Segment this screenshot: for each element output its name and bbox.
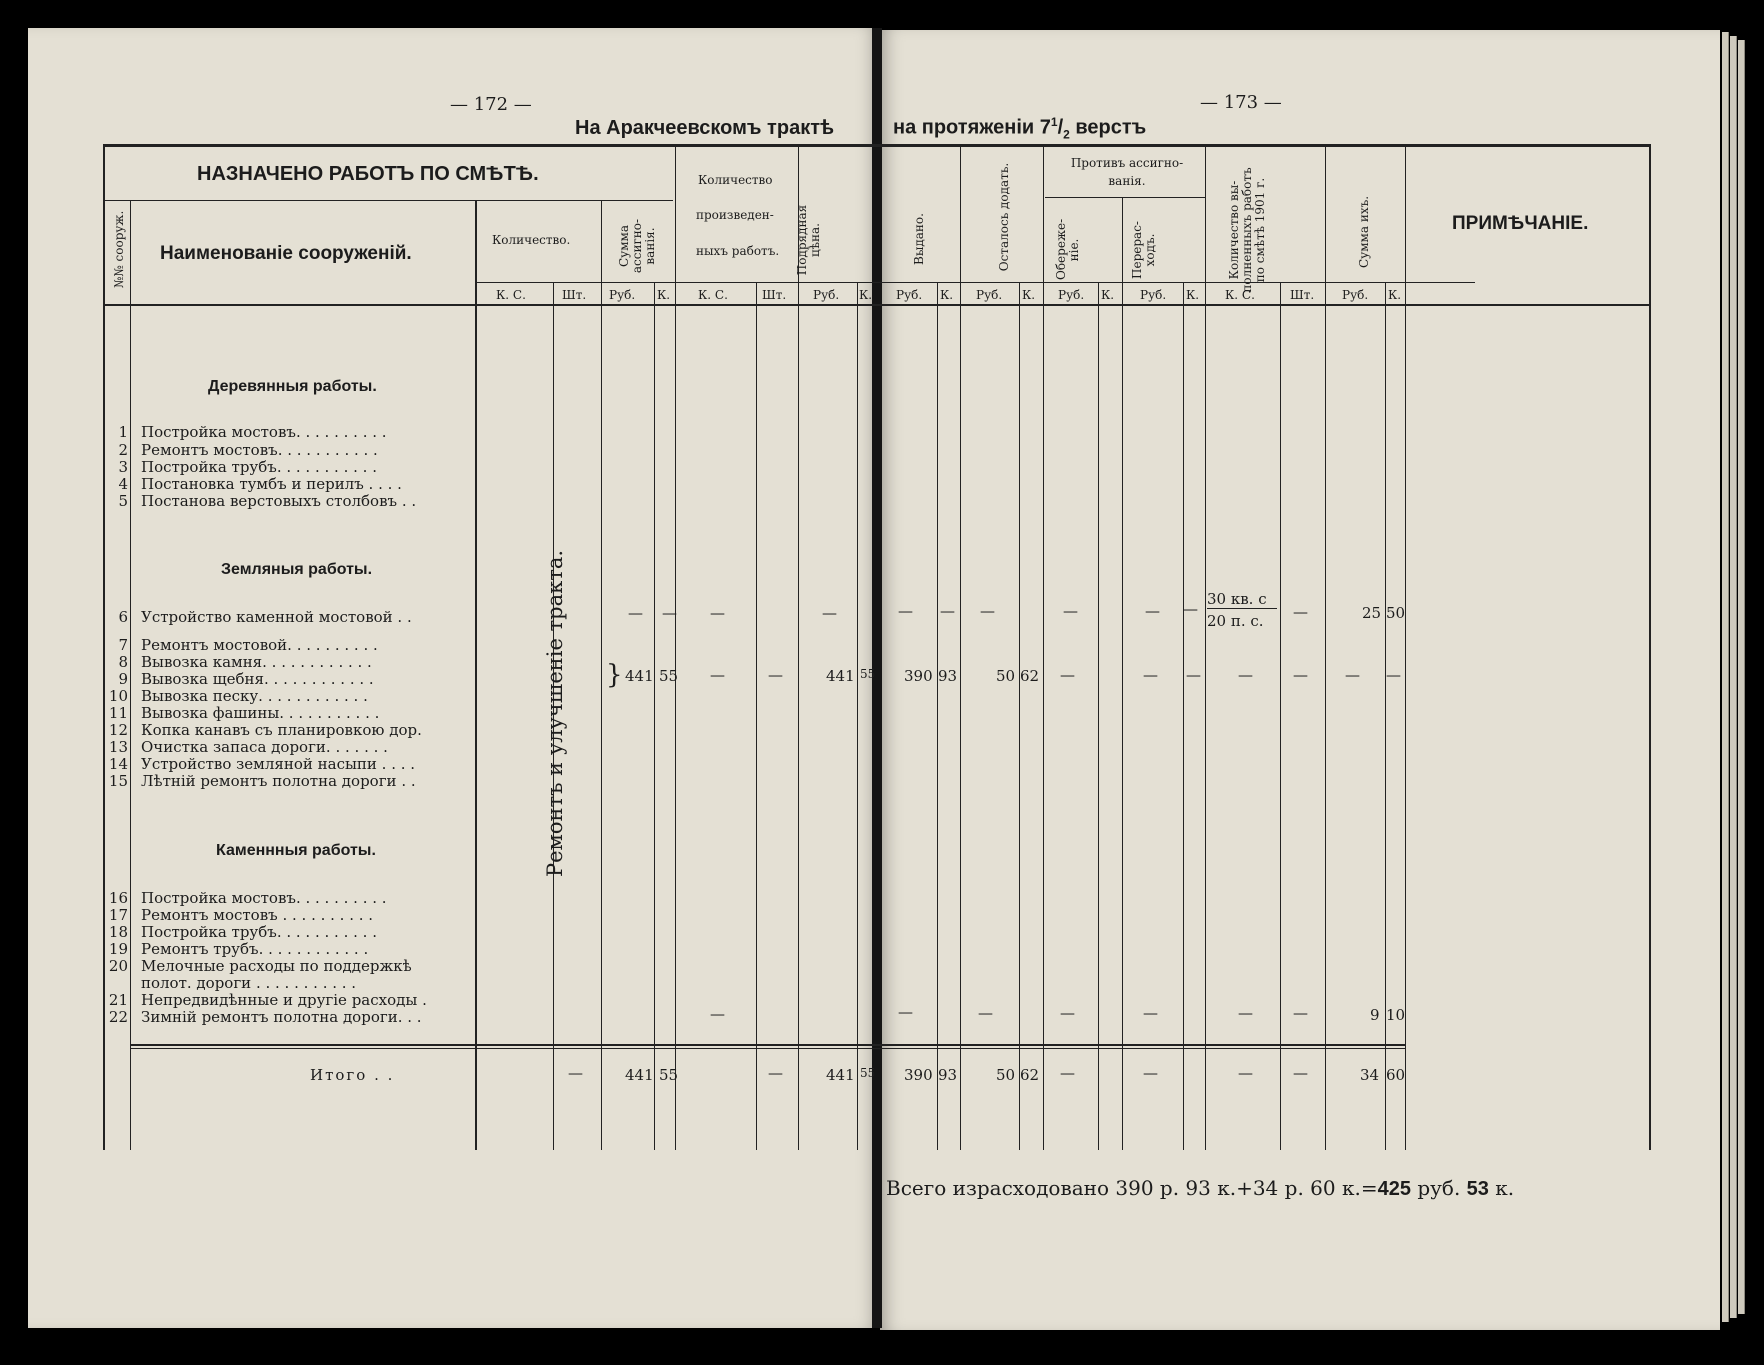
- col-line: [1405, 144, 1406, 1150]
- row-number: 7: [118, 636, 128, 654]
- unit-k: К.: [859, 288, 873, 302]
- produced-header: Количество: [698, 173, 773, 187]
- row-number: 19: [108, 940, 128, 958]
- sum-k: 55: [659, 667, 679, 685]
- row22-them-k: 10: [1386, 1006, 1406, 1024]
- dash: —: [568, 1064, 583, 1082]
- row6-dash: —: [1063, 602, 1078, 620]
- row6-dash: —: [662, 604, 677, 622]
- dash: —: [978, 1004, 993, 1022]
- total-remain-k: 62: [1020, 1066, 1040, 1084]
- row-name: Ремонтъ мостовой. . . . . . . . . .: [141, 636, 378, 654]
- group-heading-wood: Деревянныя работы.: [208, 378, 377, 395]
- name-header: Наименованіе сооруженій.: [160, 243, 412, 264]
- unit-k: К.: [1186, 288, 1200, 302]
- row-name: Ремонтъ мостовъ. . . . . . . . . . .: [141, 441, 378, 459]
- page-number-left: — 172 —: [450, 94, 532, 115]
- unit-k: К.: [657, 288, 671, 302]
- row-name: Ремонтъ мостовъ . . . . . . . . . .: [141, 906, 374, 924]
- issued-header: Выдано.: [912, 213, 926, 265]
- col-line: [130, 200, 131, 1150]
- row6-dash: —: [940, 602, 955, 620]
- sum-rub: 441: [625, 667, 654, 685]
- row6-them-rub: 25: [1362, 604, 1382, 622]
- unit-ks: К. С.: [1225, 288, 1255, 302]
- table-right-border: [1649, 144, 1651, 1150]
- dash: —: [1238, 1004, 1253, 1022]
- dash: —: [768, 1064, 783, 1082]
- row-name: Устройство земляной насыпи . . . .: [141, 755, 416, 773]
- dash: —: [1143, 666, 1158, 684]
- brace-mark: }: [606, 660, 623, 690]
- row6-ks-bottom: 20 п. с.: [1207, 612, 1264, 630]
- unit-rub: Руб.: [896, 288, 923, 302]
- row-number: 1: [118, 423, 128, 441]
- sum-them-header: Сумма ихъ.: [1357, 195, 1371, 269]
- total-label: Итого . .: [310, 1066, 395, 1084]
- produced-header: ныхъ работъ.: [696, 244, 780, 258]
- unit-ks: К. С.: [496, 288, 526, 302]
- row-name: Вывозка щебня. . . . . . . . . . . .: [141, 670, 374, 688]
- row6-dash: —: [980, 602, 995, 620]
- group-heading-earth: Земляныя работы.: [221, 561, 373, 578]
- table-left-border: [103, 144, 105, 1150]
- row-number: 2: [118, 441, 128, 459]
- contract-header: Подрядная цѣна.: [795, 204, 822, 276]
- total-contract-k: 55: [860, 1066, 876, 1080]
- section-header: НАЗНАЧЕНО РАБОТЪ ПО СМѢТѢ.: [197, 163, 539, 185]
- total-them-k: 60: [1386, 1066, 1406, 1084]
- sum-header: Сумма ассигно-ванія.: [617, 218, 657, 274]
- row-name: Зимній ремонтъ полотна дороги. . .: [141, 1008, 422, 1026]
- dash: —: [1060, 666, 1075, 684]
- row-name: Постройка трубъ. . . . . . . . . . .: [141, 458, 377, 476]
- page-number-right: — 173 —: [1200, 92, 1282, 113]
- col-line: [1280, 282, 1281, 1150]
- row-name: Вывозка песку. . . . . . . . . . . .: [141, 687, 368, 705]
- row6-dash: —: [1145, 602, 1160, 620]
- total-issued-rub: 390: [904, 1066, 933, 1084]
- row-number: 17: [108, 906, 128, 924]
- unit-rub: Руб.: [976, 288, 1003, 302]
- row-number: 6: [118, 608, 128, 626]
- row6-them-k: 50: [1386, 604, 1406, 622]
- unit-rub: Руб.: [1140, 288, 1167, 302]
- col-line: [475, 200, 477, 1150]
- qty-header: Количество.: [492, 233, 571, 247]
- row6-dash: —: [628, 604, 643, 622]
- table-top-rule: [103, 144, 1651, 147]
- dash: —: [768, 666, 783, 684]
- contract-k: 55: [860, 667, 876, 681]
- col-line: [1183, 282, 1184, 1150]
- unit-k: К.: [1101, 288, 1115, 302]
- unit-rub: Руб.: [609, 288, 636, 302]
- header-subrule: [1045, 197, 1205, 198]
- col-line: [857, 282, 858, 1150]
- col-line: [937, 282, 938, 1150]
- issued-rub: 390: [904, 667, 933, 685]
- total-contract-rub: 441: [826, 1066, 855, 1084]
- row-name: Постройка мостовъ. . . . . . . . . .: [141, 889, 387, 907]
- row-number: 22: [108, 1008, 128, 1026]
- row22-them-rub: 9: [1370, 1006, 1380, 1024]
- row6-dash: —: [898, 602, 913, 620]
- dash: —: [1293, 666, 1308, 684]
- produced-header: произведен-: [696, 208, 774, 222]
- total-remain-rub: 50: [996, 1066, 1016, 1084]
- row-name: Постанова верстовыхъ столбовъ . .: [141, 492, 417, 510]
- col-line: [675, 144, 676, 1150]
- row-name: Постройка мостовъ. . . . . . . . . .: [141, 423, 387, 441]
- dash: —: [1293, 1004, 1308, 1022]
- row6-dash: —: [1183, 600, 1198, 618]
- page-edge: [1722, 32, 1729, 1322]
- row-number: 18: [108, 923, 128, 941]
- remain-k: 62: [1020, 667, 1040, 685]
- unit-k: К.: [940, 288, 954, 302]
- unit-sht: Шт.: [762, 288, 787, 302]
- col-line: [1098, 282, 1099, 1150]
- row-number: 3: [118, 458, 128, 476]
- row-name: Непредвидѣнные и другіе расходы .: [141, 991, 427, 1009]
- row-number: 5: [118, 492, 128, 510]
- unit-ks: К. С.: [698, 288, 728, 302]
- col-line: [1019, 282, 1020, 1150]
- dash: —: [1293, 1064, 1308, 1082]
- row6-dash: —: [822, 604, 837, 622]
- row-name: Вывозка фашины. . . . . . . . . . .: [141, 704, 380, 722]
- total-sum-k: 55: [659, 1066, 679, 1084]
- row-name: Вывозка камня. . . . . . . . . . . .: [141, 653, 372, 671]
- total-issued-k: 93: [938, 1066, 958, 1084]
- row-number: 21: [108, 991, 128, 1009]
- col-line: [1205, 144, 1206, 1150]
- unit-k: К.: [1022, 288, 1036, 302]
- fraction-line: [1207, 608, 1277, 609]
- remain-rub: 50: [996, 667, 1016, 685]
- dash: —: [1186, 666, 1201, 684]
- grand-total: Всего израсходовано 390 р. 93 к.+34 р. 60 к.=425 руб. 53 к.: [886, 1176, 1515, 1200]
- row6-dash: —: [710, 604, 725, 622]
- unit-rub: Руб.: [813, 288, 840, 302]
- issued-k: 93: [938, 667, 958, 685]
- row-number: 9: [118, 670, 128, 688]
- row-number: 14: [108, 755, 128, 773]
- note-header: ПРИМѢЧАНІЕ.: [1452, 213, 1589, 234]
- row-name: Очистка запаса дороги. . . . . . .: [141, 738, 388, 756]
- total-rule: [130, 1044, 1405, 1046]
- row-name: Мелочные расходы по поддержкѣ: [141, 957, 412, 975]
- row-name: полот. дороги . . . . . . . . . . .: [141, 974, 357, 992]
- title-right: на протяженіи $7^1/_2$ верстъ: [893, 115, 1147, 142]
- contract-rub: 441: [826, 667, 855, 685]
- unit-sht: Шт.: [562, 288, 587, 302]
- row6-dash: —: [1293, 603, 1308, 621]
- dash: —: [1386, 666, 1401, 684]
- overspend-header: Перерас-ходъ.: [1130, 221, 1157, 279]
- header-subrule: [105, 200, 673, 201]
- remaining-header: Осталось додать.: [997, 162, 1011, 272]
- row-name: Копка канавъ съ планировкою дор.: [141, 721, 422, 739]
- row-number: 12: [108, 721, 128, 739]
- total-rule: [130, 1048, 1405, 1049]
- dash: —: [1345, 666, 1360, 684]
- num-header: №№ сооруж.: [112, 210, 126, 288]
- dash: —: [1238, 666, 1253, 684]
- saving-header: Обереже-ніе.: [1054, 218, 1081, 280]
- col-line: [798, 144, 799, 1150]
- col-line: [654, 282, 655, 1150]
- row-number: 11: [108, 704, 128, 722]
- vertical-note: Ремонтъ и улучшеніе тракта.: [543, 549, 567, 877]
- page-edge: [1738, 40, 1745, 1314]
- row-name: Лѣтній ремонтъ полотна дороги . .: [141, 772, 416, 790]
- group-heading-stone: Каменнныя работы.: [216, 842, 376, 859]
- row-name: Постройка трубъ. . . . . . . . . . .: [141, 923, 377, 941]
- col-line: [1325, 144, 1326, 1150]
- col-line: [756, 282, 757, 1150]
- col-line: [1122, 197, 1123, 1150]
- col-line: [601, 200, 602, 1150]
- header-bottom-rule: [103, 304, 1651, 306]
- row-number: 15: [108, 772, 128, 790]
- dash: —: [1143, 1004, 1158, 1022]
- row-name: Постановка тумбъ и перилъ . . . .: [141, 475, 402, 493]
- dash: —: [710, 666, 725, 684]
- against-header: Противъ ассигно-ванія.: [1070, 156, 1184, 188]
- row-name: Устройство каменной мостовой . .: [141, 608, 412, 626]
- dash: —: [1060, 1004, 1075, 1022]
- col-line: [1043, 144, 1044, 1150]
- unit-k: К.: [1388, 288, 1402, 302]
- dash: —: [1143, 1064, 1158, 1082]
- row-name: Ремонтъ трубъ. . . . . . . . . . . .: [141, 940, 369, 958]
- unit-rub: Руб.: [1058, 288, 1085, 302]
- row-number: 10: [108, 687, 128, 705]
- unit-rub: Руб.: [1342, 288, 1369, 302]
- unit-sht: Шт.: [1290, 288, 1315, 302]
- title-left: На Аракчеевскомъ трактѣ: [575, 117, 835, 139]
- completed-header: Количество вы-полненныхъ работъ по смѣтѣ 1901 г.: [1227, 167, 1267, 293]
- row-number: 13: [108, 738, 128, 756]
- row-number: 20: [108, 957, 128, 975]
- row-number: 4: [118, 475, 128, 493]
- total-sum-rub: 441: [625, 1066, 654, 1084]
- dash: —: [1238, 1064, 1253, 1082]
- row6-ks-top: 30 кв. с: [1207, 590, 1267, 608]
- total-them-rub: 34: [1360, 1066, 1380, 1084]
- dash: —: [898, 1003, 913, 1021]
- dash: —: [710, 1005, 725, 1023]
- row-number: 8: [118, 653, 128, 671]
- dash: —: [1060, 1064, 1075, 1082]
- row-number: 16: [108, 889, 128, 907]
- col-line: [960, 144, 961, 1150]
- page-edge: [1730, 36, 1737, 1318]
